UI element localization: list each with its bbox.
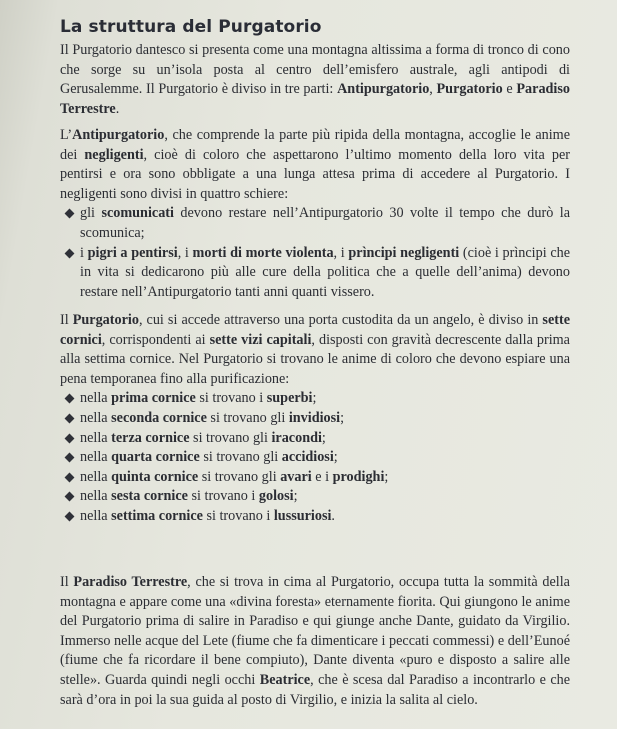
vizio-name: lussuriosi [273,507,332,524]
term-negligenti: negligenti [84,146,144,163]
text-run: , i [333,244,349,261]
schiere-list [60,204,570,302]
term-scomunicati: scomunicati [101,205,174,222]
text-run: , che è scesa dal Paradiso a incontrarlo e che sarà d’ora in poi la sua guida al posto di Virgilio, e inizia la salita al cielo. [60,671,571,708]
term-paradiso-terrestre: Paradiso Terrestre [60,81,570,117]
text-run: nella [80,449,112,466]
list-item [60,507,570,527]
text-run: nella [80,468,112,485]
text-run: ; [333,449,338,466]
paradiso-terrestre-paragraph [60,573,570,710]
term-vizi-capitali: sette vizi capitali [209,331,312,348]
text-run: nella [80,488,112,505]
text-run: , cioè di coloro che aspettarono l’ultimo momento della loro vita per pentirsi e ora sono obbligate a una lunga attesa prima di accedere al Purgatorio. I negligenti sono divisi in quattro schiere: [60,146,570,202]
purgatorio-paragraph [60,311,570,527]
intro-paragraph [60,41,570,119]
text-run: ; [321,429,326,446]
antipurgatorio-text [60,126,570,204]
term-principi-negligenti: prìncipi negligenti [348,244,460,261]
text-run: . [331,507,335,524]
term-pigri: pigri a pentirsi [87,244,178,261]
vizio-name: golosi [258,488,294,505]
cornice-name: quinta cornice [111,468,199,485]
text-run: si trovano gli [199,449,282,466]
cornice-name: quarta cornice [111,449,200,466]
cornice-name: settima cornice [111,507,203,524]
text-run: ; [312,390,317,407]
vizio-name: prodighi [332,468,385,485]
cornici-list [60,389,570,526]
intro-text-1: Il Purgatorio dantesco si presenta come una montagna altissima a forma di tronco di cono che sorge su un’isola posta al centro dell’emisfero australe, agli antipodi di Gerusalemme. Il Purgatorio è diviso in tre parti: [60,42,570,98]
text-run: nella [80,429,112,446]
purgatorio-text [60,311,570,389]
text-run: , che comprende la parte più ripida della montagna, accoglie le anime dei [60,127,570,163]
term-morti-violenta: morti di morte violenta [192,244,334,261]
text-run: ; [384,468,389,485]
text-run: si trovano gli [189,429,272,446]
term-beatrice: Beatrice [259,671,311,688]
term-sette-cornici: sette cornici [60,312,570,348]
term-paradiso-terrestre: Paradiso Terrestre [73,574,188,590]
text-run: , disposti con gravità decrescente dalla prima alla settima cornice. Nel Purgatorio si trovano le anime di coloro che devono espiare una pena temporanea fino alla purificazione: [60,331,570,387]
vizio-name: iracondi [271,429,322,446]
cornice-name: seconda cornice [111,409,207,426]
text-run: si trovano gli [198,468,281,485]
text-run: , cui si accede attraverso una porta custodita da un angelo, è diviso in [138,312,543,328]
text-run: , i [177,244,193,261]
text-run: Il [60,574,74,590]
list-item [60,389,570,409]
term-antipurgatorio: Antipurgatorio [72,127,165,143]
vizio-name: superbi [266,390,313,407]
text-run: , corrispondenti ai [101,331,210,348]
text-run: devono restare nell’Antipurgatorio 30 volte il tempo che durò la scomunica; [80,205,570,241]
intro-text-2: , [429,81,437,98]
section-title: La struttura del Purgatorio [60,17,322,37]
list-item [60,487,570,507]
term-purgatorio: Purgatorio [436,81,503,98]
cornice-name: terza cornice [111,429,190,446]
list-item [60,468,570,488]
text-run: i [80,244,88,261]
text-run: (cioè i prìncipi che in vita si dedicarono più alle cure della politica che a quelle dell’anima) devono restare nell’Antipurgatorio tanti anni quanti vissero. [80,244,571,300]
term-purgatorio: Purgatorio [72,312,139,328]
text-run: nella [80,409,112,426]
text-run: nella [80,390,112,407]
term-antipurgatorio: Antipurgatorio [337,81,430,98]
text-run: si trovano i [202,507,274,524]
list-item [60,429,570,449]
vizio-name: avari [280,468,312,485]
antipurgatorio-paragraph [60,126,570,302]
intro-text-4: . [115,100,120,117]
text-run: nella [80,507,112,524]
text-run: si trovano i [195,390,267,407]
text-run: ; [340,409,345,426]
text-run: si trovano i [187,488,259,505]
vizio-name: accidiosi [281,449,334,466]
text-run: si trovano gli [206,409,289,426]
text-run: , che si trova in cima al Purgatorio, occupa tutta la sommità della montagna e appare come una «divina foresta» eternamente fiorita. Qui giungono le anime del Purgatorio prima di salire in Paradiso e qui giunge anche Dante, guidato da Virgilio. Immerso nelle acque del Lete (fiume che fa dimenticare i peccati commessi) e dell’Eunoé (fiume che fa ricordare il bene compiuto), Dante diventa «puro e disposto a salire alle stelle». Guarda quindi negli occhi [60,574,570,688]
vizio-name: invidiosi [288,409,341,426]
text-run: gli [80,205,102,222]
text-run: L’ [60,127,73,143]
list-item [60,409,570,429]
list-item [60,448,570,468]
intro-text-3: e [502,81,517,98]
text-run: ; [293,488,298,505]
list-item [60,204,570,243]
list-item [60,244,570,303]
text-run: Il [60,312,73,328]
cornice-name: prima cornice [111,390,196,407]
cornice-name: sesta cornice [111,488,188,505]
text-run: e i [311,468,333,485]
